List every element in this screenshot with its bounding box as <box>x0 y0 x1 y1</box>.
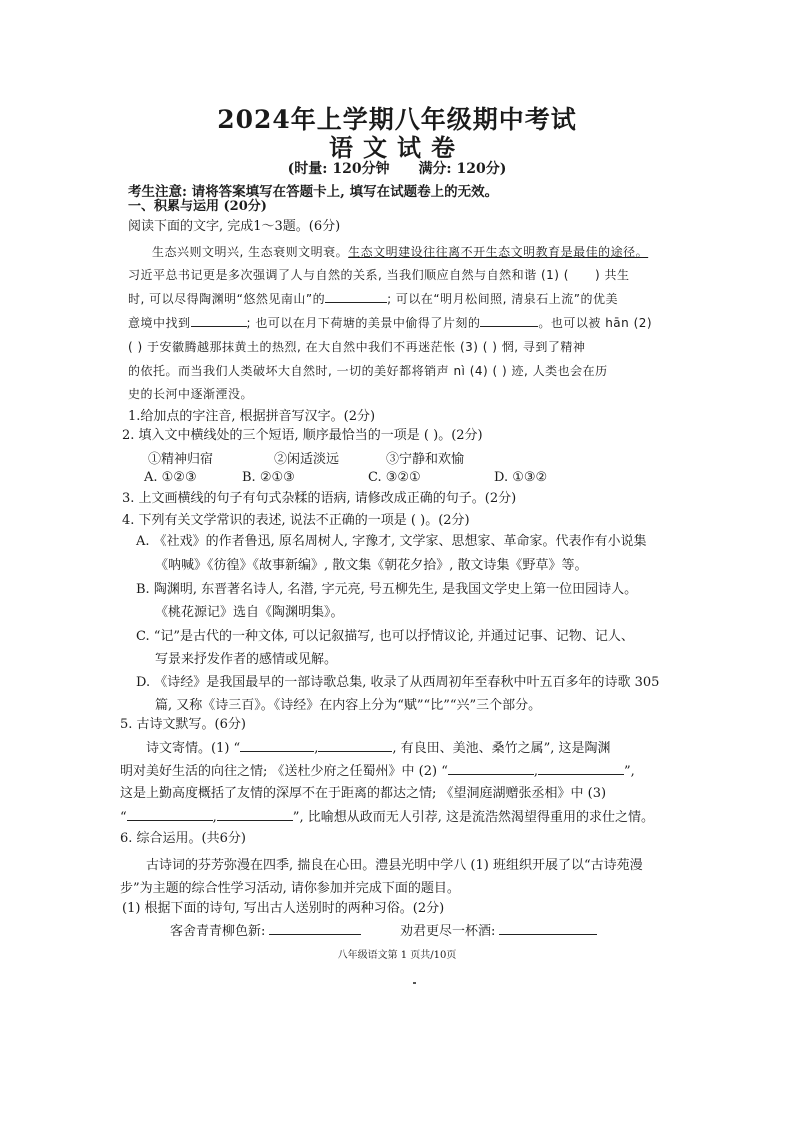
q2-option-c[interactable]: C. ③②① <box>368 470 421 485</box>
passage-line-1 <box>152 243 648 261</box>
question-2: 2. 填入文中横线处的三个短语, 顺序最恰当的一项是 ( )。(2分) <box>122 428 483 443</box>
q4-option-c[interactable]: C. “记”是古代的一种文体, 可以记叙描写, 也可以抒情议论, 并通过记事、记物、记人、 <box>136 629 634 644</box>
answer-blank[interactable] <box>448 762 534 775</box>
poem-text: 劝君更尽一杯酒: <box>400 924 496 939</box>
exam-title: 2024年上学期八年级期中考试 <box>217 105 577 134</box>
q2-option-d[interactable]: D. ①③② <box>494 470 548 485</box>
question-1: 1.给加点的字注音, 根据拼音写汉字。(2分) <box>128 409 376 424</box>
exam-time: (时量: 120分钟 <box>287 161 390 177</box>
candidate-notice: 考生注意: 请将答案填写在答题卡上, 填写在试题卷上的无效。 <box>128 184 499 200</box>
q6-poem-line-1 <box>170 922 361 941</box>
answer-blank[interactable] <box>269 922 361 935</box>
question-5: 5. 古诗文默写。(6分) <box>120 717 246 732</box>
q2-option-b[interactable]: B. ②①③ <box>242 470 295 485</box>
page-footer: 八年级语文第 1 页共/10页 <box>337 950 457 961</box>
reading-instruction: 阅读下面的文字, 完成1～3题。(6分) <box>128 219 341 234</box>
q6-intro-1: 古诗词的芬芳弥漫在四季, 揣良在心田。澧县光明中学八 (1) 班组织开展了以“古诗苑漫 <box>146 858 643 873</box>
q5-line-1 <box>146 739 611 758</box>
passage-text: ; 可以在“明月松间照, 清泉石上流”的优美 <box>387 292 618 306</box>
q5-text: ”, 比喻想从政而无人引荐, 这是流浩然渴望得重用的求仕之情。 <box>292 810 654 825</box>
exam-meta <box>0 158 794 178</box>
answer-blank[interactable] <box>325 290 387 303</box>
passage-line-2 <box>128 266 629 284</box>
q6-subquestion-1: (1) 根据下面的诗句, 写出古人送别时的两种习俗。(2分) <box>122 901 445 916</box>
q5-line-3: 这是上勤高度概括了友情的深厚不在于距离的都达之情; 《望洞庭湖赠张丞相》中 (3) <box>120 786 607 801</box>
answer-blank[interactable] <box>240 739 314 752</box>
passage-line-7: 史的长河中逐渐湮没。 <box>128 387 254 401</box>
q5-text: , <box>314 741 319 756</box>
q2-item-2: ②闲适淡远 <box>274 452 340 467</box>
passage-text: 意境中找到 <box>128 316 191 330</box>
answer-blank[interactable] <box>538 762 624 775</box>
passage-text: 习近平总书记更是多次强调了人与自然的关系, 当我们顺应自然与自然和谐 (1) ( <box>128 268 569 282</box>
q4-option-a[interactable]: A. 《社戏》的作者鲁迅, 原名周树人, 字豫才, 文学家、思想家、革命家。代表作有小说集 <box>136 534 647 549</box>
question-3: 3. 上文画横线的句子有句式杂糅的语病, 请修改成正确的句子。(2分) <box>122 491 517 506</box>
q5-text: 诗文寄情。(1) “ <box>146 741 241 756</box>
q4-option-b[interactable]: B. 陶渊明, 东晋著名诗人, 名潜, 字元亮, 号五柳先生, 是我国文学史上第一位田园诗人。 <box>136 582 638 597</box>
q4-option-b-cont: 《桃花源记》选自《陶渊明集》。 <box>155 605 344 620</box>
q6-intro-2: 步”为主题的综合性学习活动, 请你参加并完成下面的题目。 <box>120 881 460 896</box>
q5-line-4 <box>120 808 654 827</box>
q2-item-1: ①精神归宿 <box>148 452 214 467</box>
q2-item-3: ③宁静和欢愉 <box>386 452 465 467</box>
passage-line-6: 的依托。而当我们人类破坏大自然时, 一切的美好都将销声 nì (4) ( ) 迹, 人类也会在历 <box>128 364 608 378</box>
section-heading: 一、积累与运用 (20分) <box>128 199 267 214</box>
passage-text: 。也可以被 hān (2) <box>538 316 653 330</box>
answer-blank[interactable] <box>191 314 247 327</box>
answer-blank[interactable] <box>480 314 538 327</box>
q5-text: , <box>533 764 538 779</box>
passage-text: 时, 可以尽得陶渊明“悠然见南山”的 <box>128 292 326 306</box>
q5-text: ”, <box>623 764 635 779</box>
question-4: 4. 下列有关文学常识的表述, 说法不正确的一项是 ( )。(2分) <box>122 513 470 528</box>
scan-speck <box>413 982 416 984</box>
answer-blank[interactable] <box>217 808 293 821</box>
exam-score: 满分: 120分) <box>418 161 507 177</box>
exam-subtitle: 语文试卷 <box>329 133 465 162</box>
answer-blank[interactable] <box>318 739 392 752</box>
question-6: 6. 综合运用。(共6分) <box>120 831 246 846</box>
underlined-sentence: 生态文明建设往往离不开生态文明教育是最佳的途径。 <box>348 245 649 259</box>
answer-blank[interactable] <box>499 922 597 935</box>
q4-option-c-cont: 写景来抒发作者的感情或见解。 <box>155 652 338 667</box>
passage-line-3 <box>128 290 618 308</box>
q5-text: , 有良田、美池、桑竹之属”, 这是陶渊 <box>392 741 611 756</box>
q4-option-d[interactable]: D. 《诗经》是我国最早的一部诗歌总集, 收录了从西周初年至春秋中叶五百多年的诗歌 305 <box>136 675 660 690</box>
q5-text: , <box>212 810 217 825</box>
q5-text: “ <box>120 810 127 825</box>
q2-option-a[interactable]: A. ①②③ <box>144 470 197 485</box>
q5-text: 明对美好生活的向往之情; 《送杜少府之任蜀州》中 (2) “ <box>120 764 448 779</box>
q6-poem-line-2 <box>400 922 597 941</box>
poem-text: 客舍青青柳色新: <box>170 924 266 939</box>
passage-line-4 <box>128 314 652 332</box>
q4-option-a-cont: 《呐喊》《彷徨》《故事新编》, 散文集《朝花夕拾》, 散文诗集《野草》等。 <box>155 558 588 573</box>
passage-text: ; 也可以在月下荷塘的美景中偷得了片刻的 <box>246 316 481 330</box>
passage-text: ) 共生 <box>594 268 630 282</box>
passage-text: 生态兴则文明兴, 生态衰则文明衰。 <box>152 245 349 259</box>
q5-line-2 <box>120 762 635 781</box>
q4-option-d-cont: 篇, 又称《诗三百》。《诗经》在内容上分为“赋”“比”“兴”三个部分。 <box>155 698 542 713</box>
answer-blank[interactable] <box>127 808 213 821</box>
passage-line-5: ( ) 于安徽腾越那抹黄土的热烈, 在大自然中我们不再迷茫怅 (3) ( ) 惘, 寻到了精神 <box>128 340 586 354</box>
